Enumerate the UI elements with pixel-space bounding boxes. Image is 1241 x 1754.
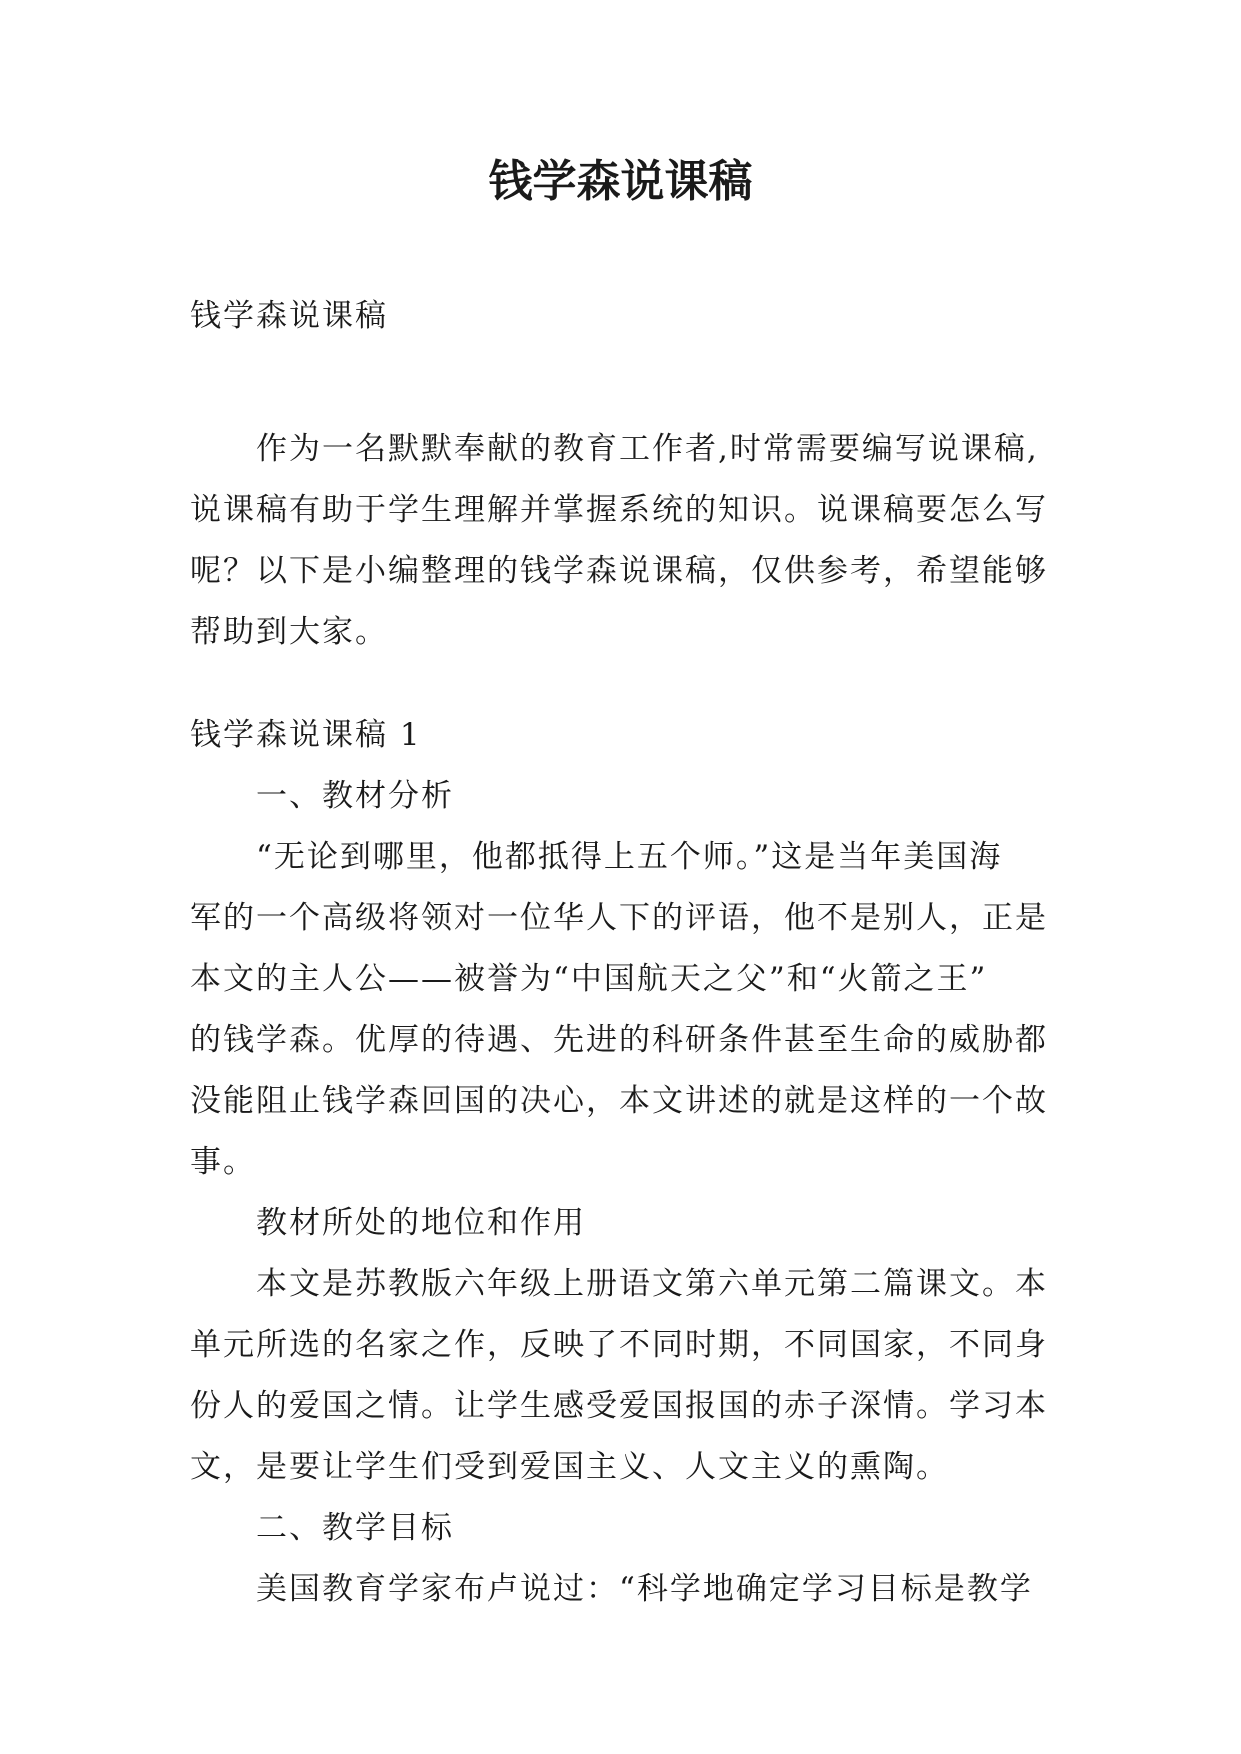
text-line: 文，是要让学生们受到爱国主义、人文主义的熏陶。 (190, 1449, 949, 1485)
paragraph-textbook (190, 1254, 1050, 1498)
text-line: 份人的爱国之情。让学生感受爱国报国的赤子深情。学习本 (190, 1388, 1048, 1424)
text-line: 没能阻止钱学森回国的决心，本文讲述的就是这样的一个故 (190, 1083, 1048, 1119)
text-line: 军的一个高级将领对一位华人下的评语，他不是别人，正是 (190, 900, 1048, 936)
text-line: 的钱学森。优厚的待遇、先进的科研条件甚至生命的威胁都 (190, 1022, 1048, 1058)
heading-teaching-goals: 二、教学目标 (256, 1510, 454, 1546)
intro-paragraph (190, 419, 1050, 663)
text-line: 说课稿有助于学生理解并掌握系统的知识。说课稿要怎么写 (190, 492, 1048, 528)
text-line: “无论到哪里，他都抵得上五个师。”这是当年美国海 (256, 839, 1003, 875)
text-line: 呢？以下是小编整理的钱学森说课稿，仅供参考，希望能够 (190, 553, 1048, 589)
heading-position-role: 教材所处的地位和作用 (256, 1205, 586, 1241)
paragraph-quote (190, 827, 1050, 1193)
text-line: 事。 (190, 1144, 256, 1180)
text-line: 本文是苏教版六年级上册语文第六单元第二篇课文。本 (256, 1266, 1048, 1302)
section-title: 钱学森说课稿 1 (190, 717, 422, 753)
text-line: 帮助到大家。 (190, 614, 388, 650)
document-title: 钱学森说课稿 (488, 156, 753, 207)
text-line: 本文的主人公——被誉为“中国航天之父”和“火箭之王” (190, 961, 988, 997)
document-body (190, 286, 1050, 1620)
paragraph-goals (190, 1559, 1050, 1620)
heading-textbook-analysis: 一、教材分析 (256, 778, 454, 814)
text-line: 单元所选的名家之作，反映了不同时期，不同国家，不同身 (190, 1327, 1048, 1363)
text-line: 美国教育学家布卢说过：“科学地确定学习目标是教学 (256, 1571, 1033, 1607)
document-subtitle: 钱学森说课稿 (190, 298, 388, 334)
text-line: 作为一名默默奉献的教育工作者,时常需要编写说课稿, (256, 431, 1039, 467)
